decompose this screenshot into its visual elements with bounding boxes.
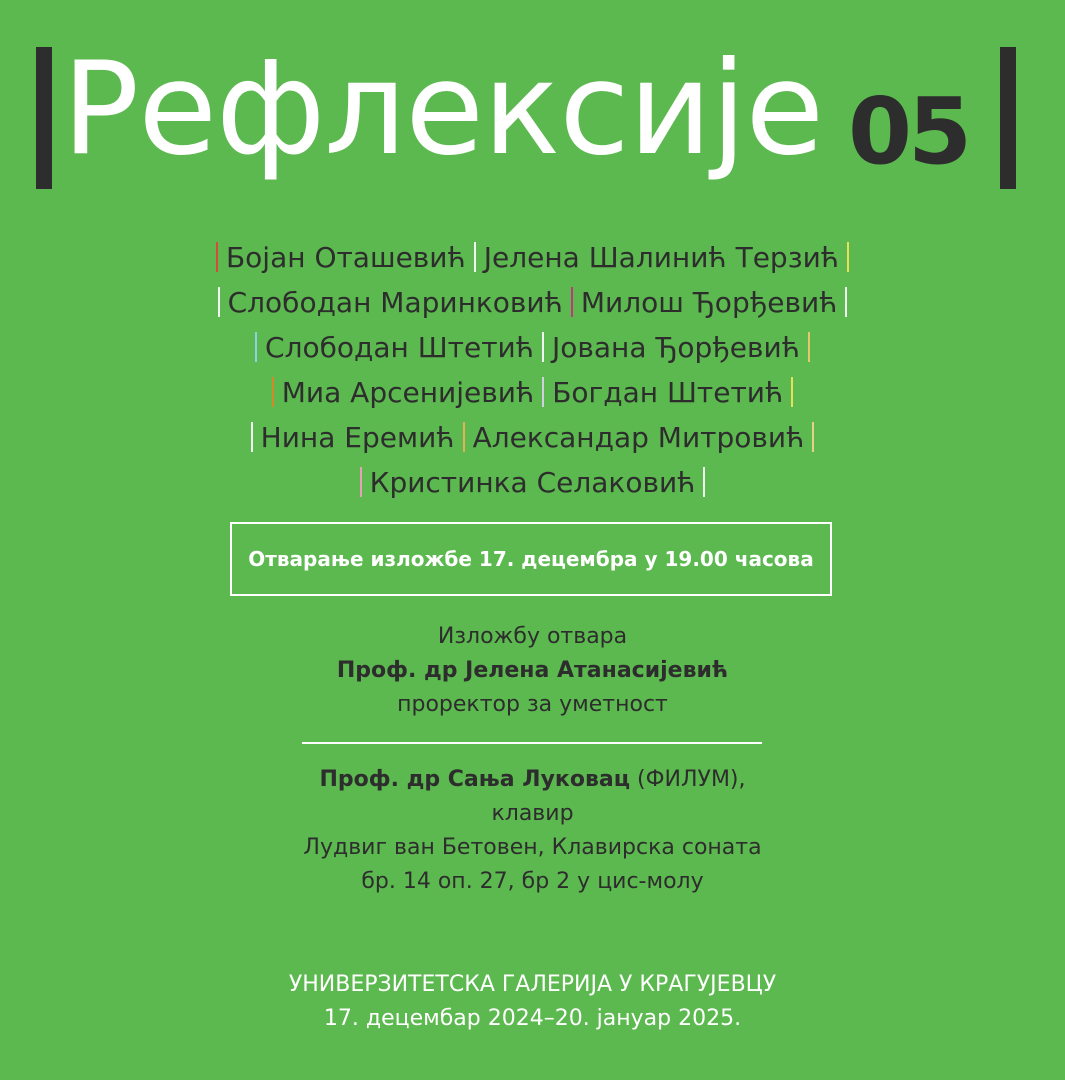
gallery-name: УНИВЕРЗИТЕТСКА ГАЛЕРИЈА У КРАГУЈЕВЦУ <box>288 972 777 997</box>
artist-name: Александар Митровић <box>472 421 805 454</box>
artist-name: Бојан Оташевић <box>225 241 466 274</box>
separator-bar <box>360 467 362 497</box>
artist-line <box>0 415 1065 460</box>
artist-line <box>0 280 1065 325</box>
divider-line <box>302 742 762 744</box>
separator-bar <box>845 287 847 317</box>
separator-bar <box>542 332 544 362</box>
separator-bar <box>255 332 257 362</box>
separator-bar <box>251 422 253 452</box>
separator-bar <box>272 377 274 407</box>
separator-bar <box>808 332 810 362</box>
performer-instrument: клавир <box>491 801 574 826</box>
exhibition-number: 05 <box>848 78 969 185</box>
separator-bar <box>463 422 465 452</box>
separator-bar <box>542 377 544 407</box>
performer-affiliation: (ФИЛУМ), <box>630 767 746 792</box>
separator-bar <box>216 242 218 272</box>
opening-box <box>230 522 832 596</box>
separator-bar <box>812 422 814 452</box>
piece-line-2: бр. 14 оп. 27, бр 2 у цис-молу <box>361 869 704 894</box>
performer-name: Проф. др Сања Луковац <box>319 767 631 792</box>
artist-name: Јована Ђорђевић <box>551 331 800 364</box>
artist-name: Богдан Штетић <box>552 376 784 409</box>
separator-bar <box>474 242 476 272</box>
artist-name: Миа Арсенијевић <box>281 376 535 409</box>
piece-line-1: Лудвиг ван Бетовен, Клавирска соната <box>303 835 762 860</box>
opener-intro: Изложбу отвара <box>437 624 628 649</box>
opener-role: проректор за уметност <box>397 692 668 717</box>
title-left-bar <box>36 47 52 189</box>
gallery-dates: 17. децембар 2024–20. јануар 2025. <box>323 1006 742 1031</box>
artist-name: Слободан Штетић <box>265 331 534 364</box>
exhibition-title: Рефлексије <box>62 35 824 184</box>
separator-bar <box>847 242 849 272</box>
artist-list <box>0 235 1065 505</box>
artist-line <box>0 235 1065 280</box>
artist-line <box>0 325 1065 370</box>
separator-bar <box>791 377 793 407</box>
opening-text: Отварање изложбе 17. децембра у 19.00 часова <box>248 547 814 571</box>
artist-line <box>0 370 1065 415</box>
gallery-block <box>0 968 1065 1036</box>
artist-name: Нина Еремић <box>260 421 455 454</box>
music-block <box>0 763 1065 899</box>
opener-name: Проф. др Јелена Атанасијевић <box>336 658 729 683</box>
artist-name: Слободан Маринковић <box>227 286 563 319</box>
performer-line <box>0 763 1065 797</box>
opener-block <box>0 620 1065 722</box>
separator-bar <box>218 287 220 317</box>
separator-bar <box>571 287 573 317</box>
artist-name: Кристинка Селаковић <box>369 466 696 499</box>
artist-line <box>0 460 1065 505</box>
artist-name: Милош Ђорђевић <box>580 286 838 319</box>
separator-bar <box>703 467 705 497</box>
artist-name: Јелена Шалинић Терзић <box>483 241 840 274</box>
title-right-bar <box>1000 47 1016 189</box>
